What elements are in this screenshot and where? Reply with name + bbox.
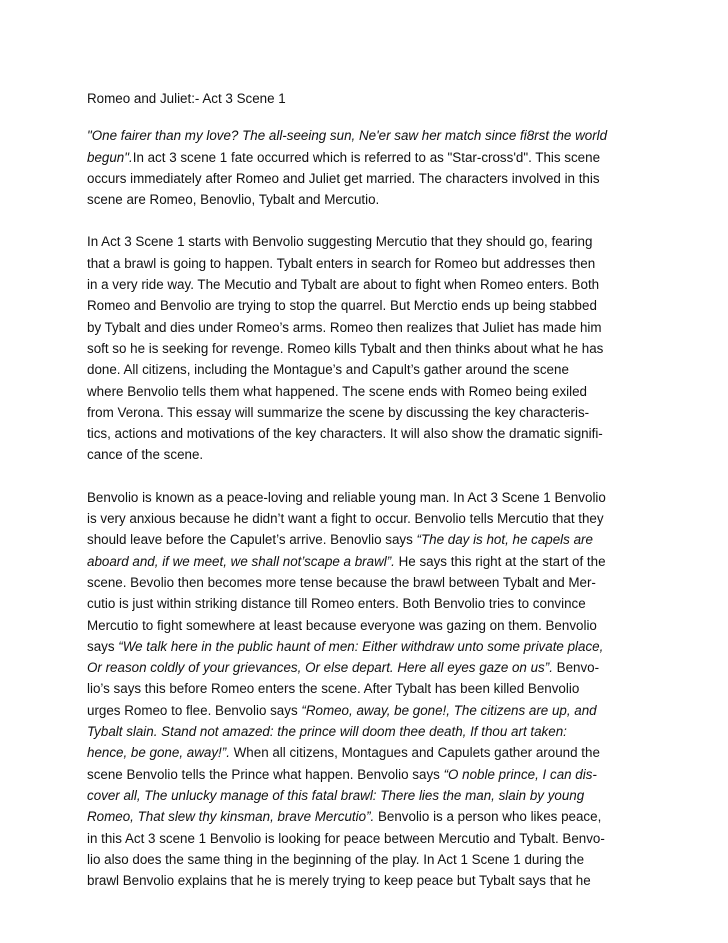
quote-text: begun".: [87, 149, 133, 165]
quote-text: "One fairer than my love? The all-seeing sun, Ne'er saw her match since fi8rst the world: [87, 128, 608, 144]
body-text: In Act 3 Scene 1 starts with Benvolio suggesting Mercutio that they should go, fearing: [87, 234, 593, 250]
quote-text: Romeo, That slew thy kinsman, brave Mercutio”.: [87, 809, 375, 825]
paragraph-list: [87, 125, 643, 891]
body-text: lio also does the same thing in the beginning of the play. In Act 1 Scene 1 during the: [87, 851, 585, 867]
text-line: [87, 231, 643, 252]
body-text: says: [87, 638, 119, 654]
quote-text: “The day is hot, he capels are: [416, 532, 593, 548]
body-text: Benvo-: [552, 660, 600, 676]
body-text: cance of the scene.: [87, 447, 204, 463]
body-text: from Verona. This essay will summarize the scene by discussing the key characteris-: [87, 404, 590, 420]
quote-text: Tybalt slain. Stand not amazed: the prince will doom thee death, If thou art taken:: [87, 724, 567, 740]
text-line: [87, 359, 643, 380]
text-line: [87, 678, 643, 699]
body-text: soft so he is seeking for revenge. Romeo kills Tybalt and then thinks about what he has: [87, 340, 604, 356]
body-text: that a brawl is going to happen. Tybalt enters in search for Romeo but addresses then: [87, 255, 596, 271]
body-text: Benvolio is known as a peace-loving and reliable young man. In Act 3 Scene 1 Benvolio: [87, 489, 606, 505]
text-line: [87, 317, 643, 338]
paragraph: [87, 125, 643, 210]
body-text: Benvolio is a person who likes peace,: [374, 809, 602, 825]
body-text: He says this right at the start of the: [394, 553, 606, 569]
body-text: should leave before the Capulet’s arrive. Benovlio says: [87, 532, 417, 548]
text-line: [87, 295, 643, 316]
text-line: [87, 189, 643, 210]
body-text: Romeo and Benvolio are trying to stop the quarrel. But Merctio ends up being stabbed: [87, 298, 597, 314]
text-line: [87, 551, 643, 572]
quote-text: hence, be gone, away!”.: [87, 745, 230, 761]
text-line: [87, 721, 643, 742]
text-line: [87, 508, 643, 529]
text-line: [87, 636, 643, 657]
body-text: is very anxious because he didn’t want a fight to occur. Benvolio tells Mercutio that they: [87, 511, 604, 527]
text-line: [87, 423, 643, 444]
text-line: [87, 147, 643, 168]
body-text: urges Romeo to flee. Benvolio says: [87, 702, 302, 718]
paragraph: [87, 231, 643, 465]
body-text: in this Act 3 scene 1 Benvolio is looking for peace between Mercutio and Tybalt. Benvo-: [87, 830, 605, 846]
quote-text: “O noble prince, I can dis-: [443, 766, 597, 782]
body-text: in a very ride way. The Mecutio and Tybalt are about to fight when Romeo enters. Both: [87, 277, 600, 293]
body-text: scene are Romeo, Benovlio, Tybalt and Mercutio.: [87, 192, 380, 208]
text-line: [87, 487, 643, 508]
body-text: occurs immediately after Romeo and Juliet get married. The characters involved in this: [87, 170, 600, 186]
text-line: [87, 764, 643, 785]
text-line: [87, 253, 643, 274]
quote-text: cover all, The unlucky manage of this fatal brawl: There lies the man, slain by young: [87, 787, 585, 803]
text-line: [87, 402, 643, 423]
quote-text: “We talk here in the public haunt of men: Either withdraw unto some private place,: [118, 638, 604, 654]
quote-text: aboard and, if we meet, we shall not’scape a brawl”.: [87, 553, 395, 569]
text-line: [87, 785, 643, 806]
text-line: [87, 338, 643, 359]
text-line: [87, 615, 643, 636]
body-text: scene. Bevolio then becomes more tense because the brawl between Tybalt and Mer-: [87, 574, 596, 590]
quote-text: “Romeo, away, be gone!, The citizens are up, and: [301, 702, 597, 718]
body-text: In act 3 scene 1 fate occurred which is referred to as "Star-cross'd". This scene: [132, 149, 601, 165]
text-line: [87, 870, 643, 891]
text-line: [87, 274, 643, 295]
body-text: When all citizens, Montagues and Capulets gather around the: [229, 745, 600, 761]
body-text: scene Benvolio tells the Prince what happen. Benvolio says: [87, 766, 444, 782]
text-line: [87, 657, 643, 678]
text-line: [87, 593, 643, 614]
text-line: [87, 828, 643, 849]
text-line: [87, 125, 643, 146]
paragraph: [87, 487, 643, 892]
body-text: by Tybalt and dies under Romeo’s arms. Romeo then realizes that Juliet has made him: [87, 319, 602, 335]
text-line: [87, 572, 643, 593]
text-line: [87, 168, 643, 189]
text-line: [87, 444, 643, 465]
text-line: [87, 529, 643, 550]
body-text: where Benvolio tells them what happened. The scene ends with Romeo being exiled: [87, 383, 587, 399]
body-text: Mercutio to fight somewhere at least because everyone was gazing on them. Benvolio: [87, 617, 597, 633]
text-line: [87, 742, 643, 763]
body-text: lio’s says this before Romeo enters the scene. After Tybalt has been killed Benvolio: [87, 681, 580, 697]
text-line: [87, 700, 643, 721]
document-title: Romeo and Juliet:- Act 3 Scene 1: [87, 91, 286, 106]
quote-text: Or reason coldly of your grievances, Or else depart. Here all eyes gaze on us”.: [87, 660, 553, 676]
body-text: done. All citizens, including the Montague’s and Capult’s gather around the scene: [87, 362, 569, 378]
body-text: tics, actions and motivations of the key characters. It will also show the dramatic signifi-: [87, 426, 603, 442]
body-text: brawl Benvolio explains that he is merely trying to keep peace but Tybalt says that he: [87, 873, 591, 889]
body-text: cutio is just within striking distance till Romeo enters. Both Benvolio tries to convince: [87, 596, 586, 612]
text-line: [87, 806, 643, 827]
text-line: [87, 381, 643, 402]
document-body: [87, 88, 643, 912]
text-line: [87, 849, 643, 870]
